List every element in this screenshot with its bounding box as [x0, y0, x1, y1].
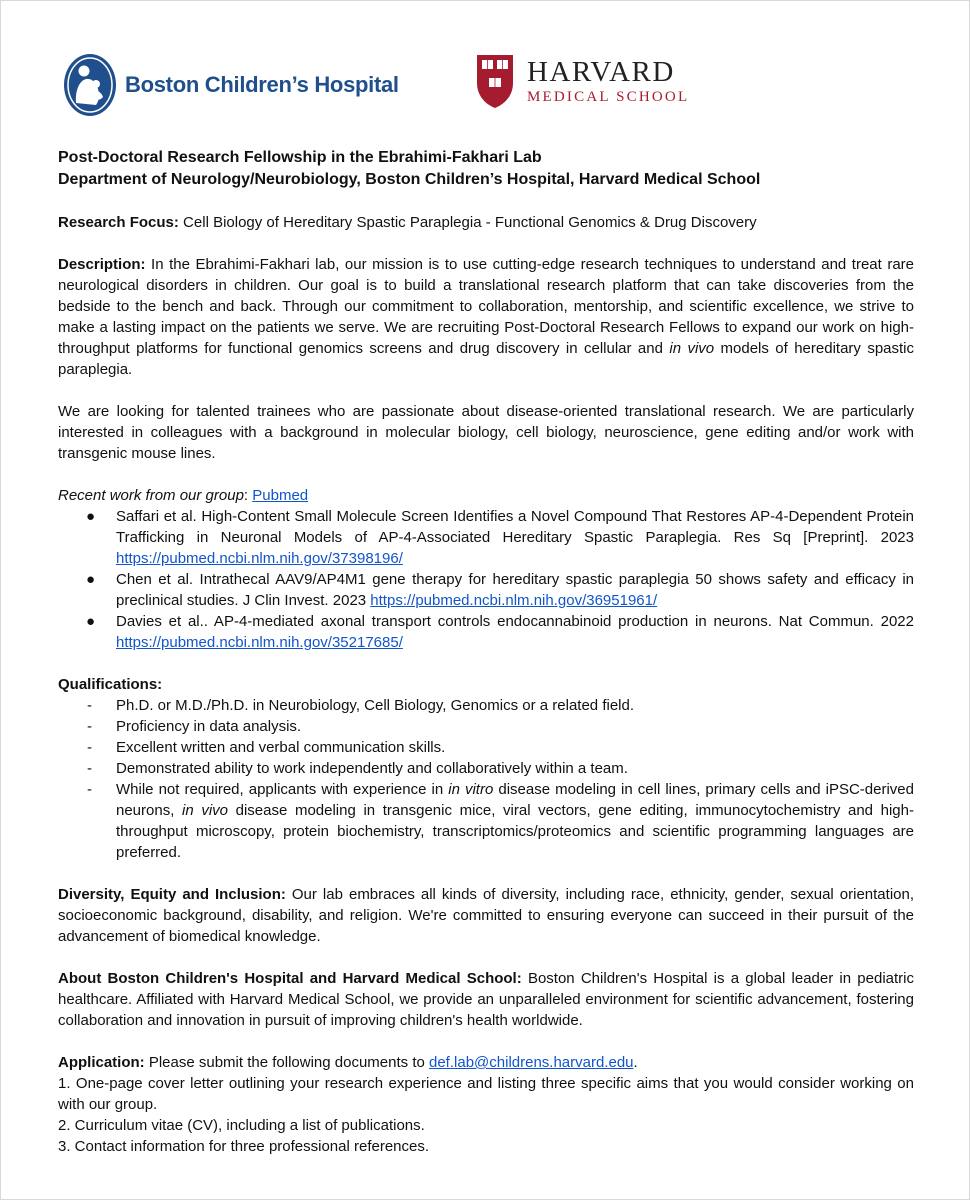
medical-school-wordmark: MEDICAL SCHOOL — [527, 88, 690, 105]
hms-logo — [475, 53, 689, 109]
recent-work-heading: Recent work from our group: Pubmed — [58, 487, 309, 504]
dei-label: Diversity, Equity and Inclusion: — [58, 886, 286, 903]
qualifications-heading: Qualifications: — [58, 676, 163, 693]
about-section: About Boston Children's Hospital and Harvard Medical School: Boston Children's Hospital is a global leader in pediatric healthcare. Affiliated with Harvard Medical School, we provide an unparalleled environment for scientific advancement, fostering collaboration and innovation in pursuit of improving children's health worldwide. — [58, 970, 914, 1029]
qualification-item: - Ph.D. or M.D./Ph.D. in Neurobiology, Cell Biology, Genomics or a related field. — [87, 697, 634, 714]
harvard-shield-icon — [475, 53, 515, 109]
document-body — [58, 147, 914, 1157]
publication-link[interactable]: https://pubmed.ncbi.nlm.nih.gov/35217685/ — [116, 634, 403, 651]
publication-item — [58, 611, 914, 653]
application-step: 2. Curriculum vitae (CV), including a list of publications. — [58, 1117, 425, 1134]
dei-section: Diversity, Equity and Inclusion: Our lab embraces all kinds of diversity, including race, ethnicity, gender, sexual orientation, socioeconomic background, disability, and religion. We're committed to ensuring everyone can succeed in their pursuit of the advancement of biomedical knowledge. — [58, 886, 915, 945]
page-title: Post-Doctoral Research Fellowship in the Ebrahimi-Fakhari Lab — [58, 149, 542, 166]
description-text: In the Ebrahimi-Fakhari lab, our mission is to use cutting-edge research techniques to understand and treat rare neurological disorders in children. Our goal is to build a translational research platform that can take discoveries from the bedside to the bench and back. Through our commitment to collaboration, mentorship, and scientific excellence, we strive to make a lasting impact on the patients we serve. We are recruiting Post-Doctoral Research Fellows to expand our work on high-throughput platforms for functional genomics screens and drug discovery in cellular and — [58, 256, 914, 357]
bch-name: Boston Children’s Hospital — [125, 72, 399, 97]
application-step: 3. Contact information for three professional references. — [58, 1138, 430, 1155]
bullet-icon: ● — [86, 613, 96, 630]
publication-link[interactable]: https://pubmed.ncbi.nlm.nih.gov/36951961/ — [370, 592, 658, 609]
publication-link[interactable]: https://pubmed.ncbi.nlm.nih.gov/37398196/ — [116, 550, 403, 567]
harvard-wordmark: HARVARD — [527, 55, 675, 88]
publication-citation: Davies et al.. AP-4-mediated axonal transport controls endocannabinoid production in neurons. Nat Commun. 2022 — [116, 613, 914, 630]
bch-logo — [63, 53, 399, 117]
qualification-item: - Excellent written and verbal communication skills. — [87, 739, 446, 756]
application-label: Application: — [58, 1054, 145, 1071]
bch-emblem-icon — [63, 53, 117, 117]
qualifications-list — [58, 695, 914, 863]
bullet-icon: ● — [86, 508, 96, 525]
description-italic: in vivo — [669, 340, 715, 357]
description-label: Description: — [58, 256, 146, 273]
looking-for: We are looking for talented trainees who are passionate about disease-oriented translational research. We are particularly interested in colleagues with a background in molecular biology, cell biology, neuroscience, gene editing and/or work with transgenic mouse lines. — [58, 403, 914, 462]
application-step: 1. One-page cover letter outlining your research experience and listing three specific aims that you would consider working on with our group. — [58, 1075, 914, 1113]
publication-item — [58, 506, 914, 569]
publication-citation: Chen et al. Intrathecal AAV9/AP4M1 gene therapy for hereditary spastic paraplegia 50 shows safety and efficacy in preclinical studies. J Clin Invest. 2023 — [116, 571, 914, 609]
qualification-item: - Demonstrated ability to work independently and collaboratively within a team. — [87, 760, 628, 777]
department-title: Department of Neurology/Neurobiology, Boston Children’s Hospital, Harvard Medical School — [58, 171, 761, 188]
header-logos — [63, 53, 763, 119]
qualification-item: - Proficiency in data analysis. — [87, 718, 302, 735]
about-label: About Boston Children's Hospital and Harvard Medical School: — [58, 970, 522, 987]
qualification-item: - While not required, applicants with experience in in vitro disease modeling in cell lines, primary cells and iPSC-derived neurons, in vivo disease modeling in transgenic mice, viral vectors, gene editing, immunocytochemistry and high-throughput microscopy, protein biochemistry, transcriptomics/proteomics and scientific programming languages are preferred. — [87, 781, 914, 861]
research-focus-label: Research Focus: — [58, 214, 179, 231]
publication-citation: Saffari et al. High-Content Small Molecule Screen Identifies a Novel Compound That Restores AP-4-Dependent Protein Trafficking in Neuronal Models of AP-4-Associated Hereditary Spastic Paraplegia. Res Sq [Preprint]. 2023 — [116, 508, 914, 546]
publication-list — [58, 506, 914, 653]
publication-item — [58, 569, 914, 611]
description-text-end: models of hereditary spastic paraplegia. — [58, 340, 915, 378]
description — [58, 254, 914, 380]
bullet-icon: ● — [86, 571, 96, 588]
recent-work-label: Recent work from our group — [58, 487, 244, 504]
research-focus — [58, 212, 914, 233]
pubmed-link[interactable]: Pubmed — [252, 487, 309, 504]
research-focus-text: Cell Biology of Hereditary Spastic Paraplegia - Functional Genomics & Drug Discovery — [178, 214, 757, 231]
application-section: Application: Please submit the following documents to def.lab@childrens.harvard.edu. — [58, 1054, 638, 1071]
email-link[interactable]: def.lab@childrens.harvard.edu — [429, 1054, 634, 1071]
